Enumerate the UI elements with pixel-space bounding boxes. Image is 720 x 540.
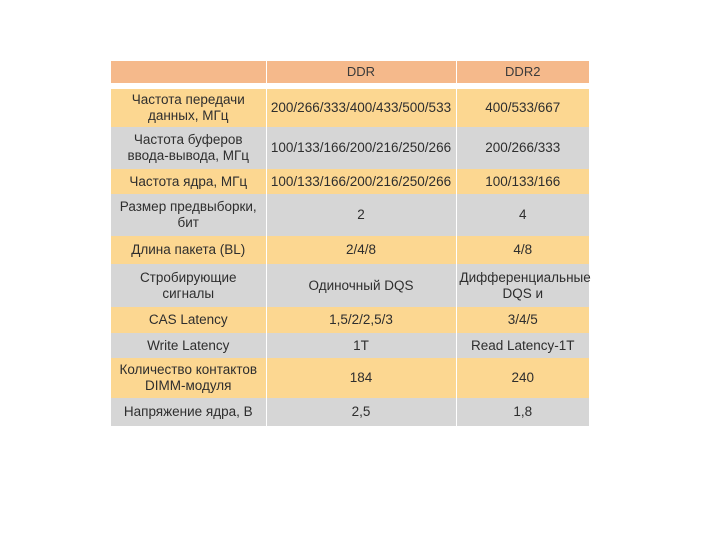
- ddr2-value: 4/8: [456, 236, 589, 264]
- header-cell-ddr: DDR: [266, 61, 456, 83]
- table-row: [111, 89, 589, 127]
- table-row: [111, 358, 589, 398]
- ddr-value: 200/266/333/400/433/500/533: [266, 89, 456, 127]
- table-row: [111, 333, 589, 358]
- table-row: [111, 236, 589, 264]
- table-header-row: [111, 61, 589, 83]
- ddr2-value: Read Latency-1T: [456, 333, 589, 358]
- ddr2-value: 200/266/333: [456, 127, 589, 169]
- row-label: Длина пакета (BL): [111, 236, 266, 264]
- row-label: Частота буферов ввода-вывода, МГц: [111, 127, 266, 169]
- ddr2-value: 3/4/5: [456, 307, 589, 333]
- row-label: CAS Latency: [111, 307, 266, 333]
- table-row: [111, 194, 589, 236]
- table-row: [111, 398, 589, 426]
- ddr-value: 184: [266, 358, 456, 398]
- row-label: Стробирующие сигналы: [111, 264, 266, 307]
- ddr2-value: 1,8: [456, 398, 589, 426]
- row-label: Частота передачи данных, МГц: [111, 89, 266, 127]
- ddr-value: 2: [266, 194, 456, 236]
- ddr-value: 100/133/166/200/216/250/266: [266, 169, 456, 194]
- row-label: Write Latency: [111, 333, 266, 358]
- ddr2-value: 4: [456, 194, 589, 236]
- ddr-value: 100/133/166/200/216/250/266: [266, 127, 456, 169]
- table-row: [111, 127, 589, 169]
- table-row: [111, 169, 589, 194]
- header-cell-empty: [111, 61, 266, 83]
- row-label: Размер предвыборки, бит: [111, 194, 266, 236]
- ddr2-value: 100/133/166: [456, 169, 589, 194]
- table-row: [111, 307, 589, 333]
- ddr-comparison-table: [111, 61, 589, 426]
- ddr-value: 2/4/8: [266, 236, 456, 264]
- row-label: Частота ядра, МГц: [111, 169, 266, 194]
- row-label: Количество контактов DIMM-модуля: [111, 358, 266, 398]
- row-label: Напряжение ядра, В: [111, 398, 266, 426]
- table-row: [111, 264, 589, 307]
- ddr-value: 1T: [266, 333, 456, 358]
- ddr-value: 1,5/2/2,5/3: [266, 307, 456, 333]
- ddr2-value: Дифференциальные DQS и: [456, 264, 589, 307]
- ddr2-value: 400/533/667: [456, 89, 589, 127]
- ddr2-value: 240: [456, 358, 589, 398]
- ddr-value: Одиночный DQS: [266, 264, 456, 307]
- header-cell-ddr2: DDR2: [456, 61, 589, 83]
- ddr-value: 2,5: [266, 398, 456, 426]
